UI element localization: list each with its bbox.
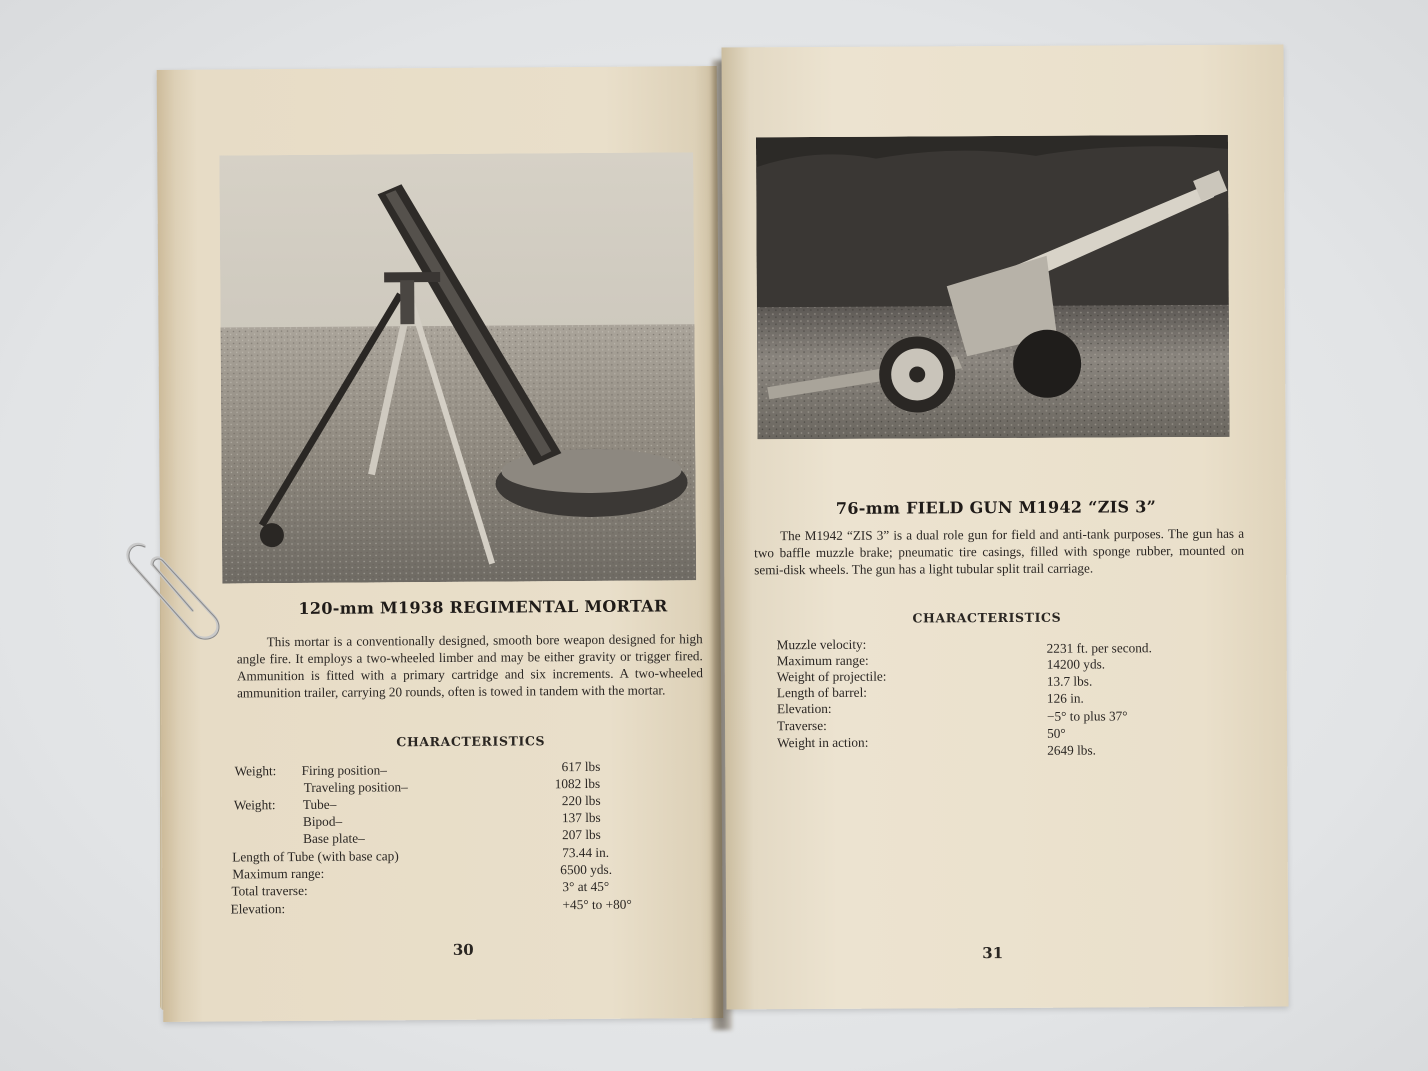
spec-label: Muzzle velocity: — [776, 636, 867, 653]
spec-value: 207 lbs — [561, 826, 601, 843]
spec-value: 126 in. — [1046, 690, 1084, 706]
spec-label: Base plate– — [303, 830, 365, 846]
page-title: 76-mm FIELD GUN M1942 “ZIS 3” — [835, 497, 1157, 518]
description-paragraph: The M1942 “ZIS 3” is a dual role gun for field and anti-tank purposes. The gun has a two baffle muzzle brake; pneumatic tire casings, filled with sponge rubber, mounted on semi-disk wheels. The gun has a light tubular split trail carriage. — [754, 525, 1245, 578]
spec-label: Length of barrel: — [776, 684, 867, 701]
spec-label: Traveling position– — [303, 779, 408, 795]
spec-value: 220 lbs — [561, 792, 601, 809]
page-number: 30 — [452, 940, 474, 959]
spec-value: 13.7 lbs. — [1046, 673, 1093, 689]
spec-label: Firing position– — [301, 762, 387, 778]
spec-group: Elevation: — [230, 901, 286, 917]
spec-value: 2231 ft. per second. — [1046, 640, 1152, 656]
spec-value: 2649 lbs. — [1047, 742, 1096, 758]
spec-label: Weight of projectile: — [776, 668, 887, 685]
description-paragraph: This mortar is a conventionally designed, smooth bore weapon designed for high angle fire. It employs a two-wheeled limber and may be either gravity or trigger fired. Ammunition is fitted with a primary cartridge and six increments. A two-wheeled ammunition trailer, carrying 20 rounds, often is towed in tandem with the mortar. — [236, 631, 703, 701]
characteristics-heading: CHARACTERISTICS — [912, 609, 1062, 626]
spec-label: Traverse: — [776, 717, 827, 734]
left-page — [157, 66, 724, 1022]
spec-label: Bipod– — [302, 813, 343, 829]
spec-label: Tube– — [302, 796, 337, 812]
spec-value: 73.44 in. — [562, 844, 610, 861]
spec-value: 1082 lbs — [554, 775, 601, 792]
mortar-photo — [219, 152, 696, 583]
spec-group: Total traverse: — [231, 882, 308, 899]
spec-group: Weight: — [234, 763, 277, 779]
spec-label: Maximum range: — [776, 652, 869, 669]
spec-value: 50° — [1047, 725, 1066, 741]
spec-value: 617 lbs — [561, 758, 601, 775]
page-number: 31 — [982, 944, 1004, 963]
spec-group: Weight: — [233, 797, 276, 813]
spec-value: −5° to plus 37° — [1046, 708, 1128, 724]
spec-value: 137 lbs — [561, 809, 601, 826]
spec-label: Weight in action: — [777, 734, 869, 751]
spec-value: 3° at 45° — [562, 878, 610, 895]
characteristics-heading: CHARACTERISTICS — [396, 733, 546, 750]
spec-group: Maximum range: — [232, 865, 325, 882]
spec-value: 6500 yds. — [560, 861, 613, 878]
right-page — [721, 45, 1288, 1010]
paper-clip-icon — [122, 538, 232, 653]
field-gun-photo — [756, 135, 1230, 439]
spec-value: 14200 yds. — [1046, 656, 1106, 672]
spec-value: +45° to +80° — [562, 896, 632, 913]
spec-label: Elevation: — [776, 700, 832, 717]
spec-group: Length of Tube (with base cap) — [232, 848, 399, 865]
page-title: 120-mm M1938 REGIMENTAL MORTAR — [298, 596, 668, 618]
